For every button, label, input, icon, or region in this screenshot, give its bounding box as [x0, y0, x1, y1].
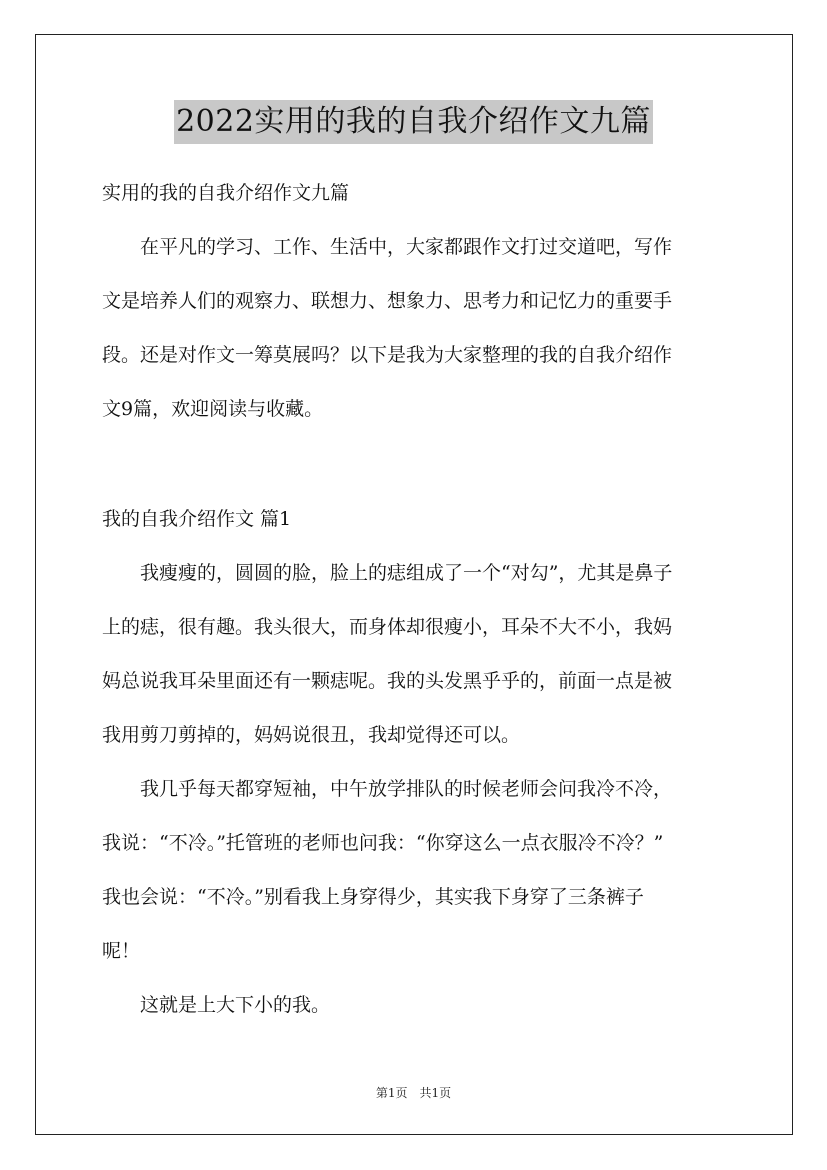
- paragraph-line: 我说：“不冷。”托管班的老师也问我：“你穿这么一点衣服冷不冷？”: [102, 832, 664, 854]
- page-number: 第1页 共1页: [375, 1086, 452, 1100]
- paragraph-line: 妈总说我耳朵里面还有一颗痣呢。我的头发黑乎乎的，前面一点是被: [102, 670, 673, 692]
- title-container: [0, 100, 827, 144]
- paragraph-line: 在平凡的学习、工作、生活中，大家都跟作文打过交道吧，写作: [102, 236, 673, 258]
- paragraph-line: 文9篇，欢迎阅读与收藏。: [102, 398, 324, 420]
- page-footer: [0, 1084, 827, 1101]
- paragraph-line: 文是培养人们的观察力、联想力、想象力、思考力和记忆力的重要手: [102, 290, 673, 312]
- section-heading: 我的自我介绍作文 篇1: [102, 508, 292, 530]
- paragraph-line: 段。还是对作文一筹莫展吗？以下是我为大家整理的我的自我介绍作: [102, 344, 673, 366]
- paragraph-line: 上的痣，很有趣。我头很大，而身体却很瘦小，耳朵不大不小，我妈: [102, 616, 673, 638]
- paragraph-line: 我用剪刀剪掉的，妈妈说很丑，我却觉得还可以。: [102, 724, 521, 746]
- paragraph-line: 我也会说：“不冷。”别看我上身穿得少，其实我下身穿了三条裤子: [102, 886, 644, 908]
- paragraph-line: 我瘦瘦的，圆圆的脸，脸上的痣组成了一个“对勾”，尤其是鼻子: [102, 562, 673, 584]
- paragraph-line: 呢！: [102, 940, 141, 962]
- paragraph-line: 这就是上大下小的我。: [102, 994, 331, 1016]
- paragraph-line: 我几乎每天都穿短袖，中午放学排队的时候老师会问我冷不冷，: [102, 778, 673, 800]
- intro-block: [102, 166, 728, 436]
- section-1: [102, 492, 728, 1032]
- document-title: 2022实用的我的自我介绍作文九篇: [174, 100, 653, 144]
- intro-subtitle: 实用的我的自我介绍作文九篇: [102, 182, 350, 204]
